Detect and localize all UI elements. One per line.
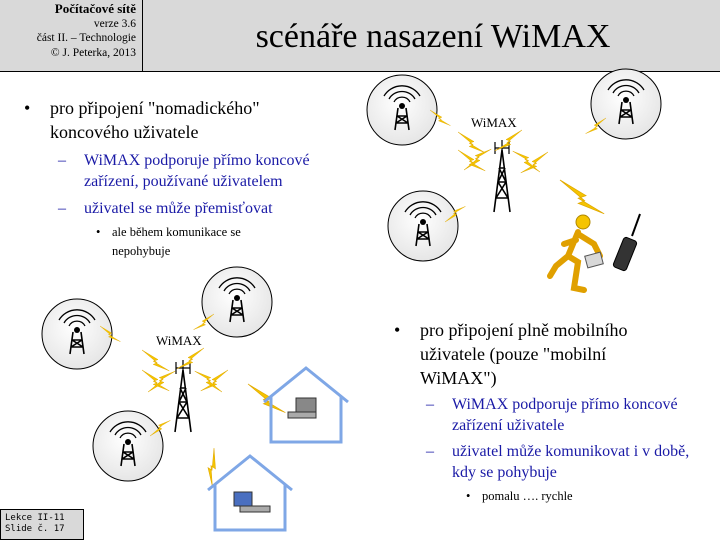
- coverage-cell-icon: [388, 191, 458, 261]
- coverage-cell-icon: [202, 267, 272, 337]
- slide-footer: [0, 509, 84, 540]
- coverage-cell-icon: [591, 69, 661, 139]
- version-label: verze 3.6: [93, 17, 136, 30]
- left-sub-1: WiMAX podporuje přímo koncové zařízení, používané uživatelem: [84, 152, 310, 190]
- course-name: Počítačové sítě: [54, 1, 136, 16]
- wimax-label-bottom: WiMAX: [156, 333, 202, 348]
- wimax-tower-icon: [494, 140, 510, 212]
- dash-icon: –: [426, 396, 434, 413]
- left-subsub: ale během komunikace se nepohybuje: [112, 225, 241, 258]
- small-bullet-icon: •: [466, 489, 471, 503]
- copyright-label: © J. Peterka, 2013: [50, 46, 136, 59]
- right-subsub: pomalu …. rychle: [482, 489, 573, 503]
- right-sub-2: uživatel může komunikovat i v době, kdy se pohybuje: [452, 443, 690, 481]
- right-bullet-text: pro připojení plně mobilního uživatele (pouze "mobilní WiMAX"): [420, 320, 628, 388]
- slide-number: Slide č. 17: [5, 524, 65, 534]
- mobile-phone-icon: [613, 214, 640, 271]
- lecture-label: Lekce II-11: [5, 513, 65, 523]
- dash-icon: –: [426, 443, 434, 460]
- slide-title: scénáře nasazení WiMAX: [255, 18, 611, 55]
- bullet-dot-icon: •: [394, 320, 401, 340]
- dash-icon: –: [58, 200, 66, 217]
- small-bullet-icon: •: [96, 225, 101, 239]
- lightning-bolt-icon: [430, 110, 606, 222]
- coverage-cell-icon: [42, 299, 112, 369]
- coverage-cell-icon: [367, 75, 437, 145]
- right-sub-1: WiMAX podporuje přímo koncové zařízení uživatele: [452, 396, 678, 434]
- dash-icon: –: [58, 152, 66, 169]
- coverage-cell-icon: [93, 411, 163, 481]
- wimax-tower-icon: [175, 360, 191, 432]
- left-sub-2: uživatel se může přemisťovat: [84, 200, 273, 217]
- laptop-icon: [234, 492, 270, 512]
- left-bullet-text: pro připojení "nomadického" koncového uživatele: [50, 98, 260, 142]
- part-label: část II. – Technologie: [36, 32, 136, 44]
- laptop-icon: [288, 398, 316, 418]
- walking-user-icon: [550, 215, 603, 290]
- wimax-label-top: WiMAX: [471, 115, 517, 130]
- bullet-dot-icon: •: [24, 98, 31, 118]
